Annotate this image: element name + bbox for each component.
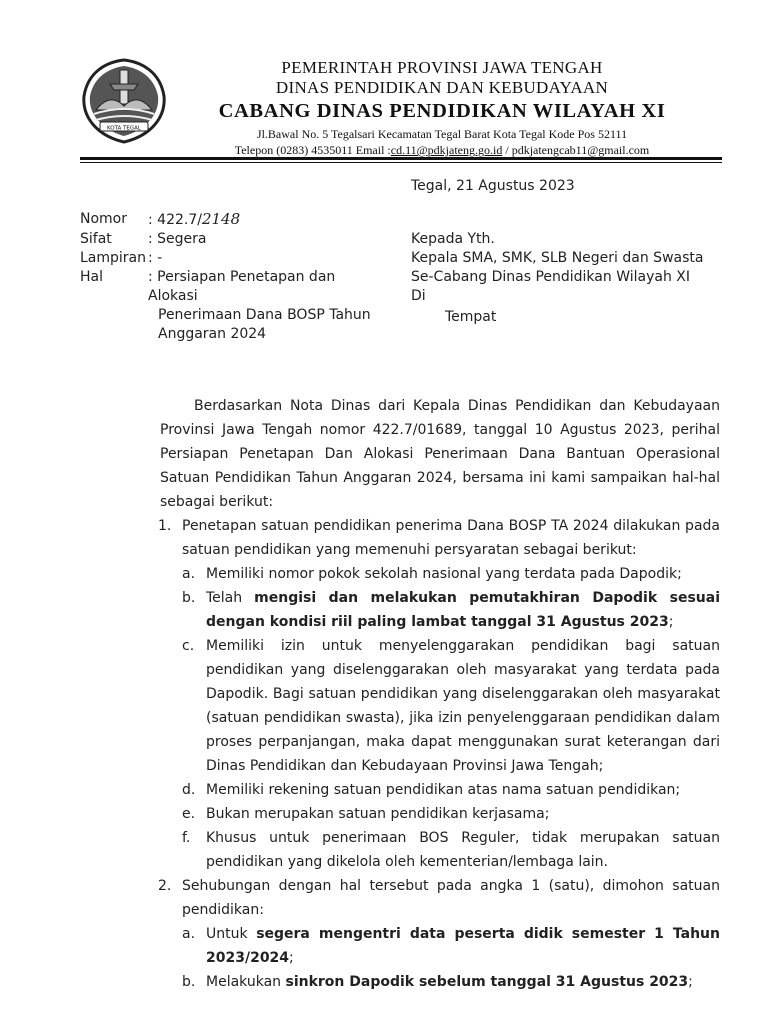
intro-paragraph: Berdasarkan Nota Dinas dari Kepala Dinas Pendidikan dan Kebudayaan Provinsi Jawa Tengah nomor 422.7/01689, tanggal 10 Agustus 2023, perihal Persiapan Penetapan Dan Alokasi Penerimaan Dana Bantuan Operasional Satuan Pendidikan Tahun Anggaran 2024, bersama ini kami sampaikan hal-hal sebagai berikut:: [160, 398, 720, 510]
kota-tegal-emblem-icon: [80, 56, 168, 144]
header-rule-thick: [80, 157, 722, 160]
email-link-1[interactable]: cd.11@pdkjateng.go.id: [390, 143, 503, 157]
sifat-value: : Segera: [148, 231, 207, 247]
hal-value-1: : Persiapan Penetapan dan Alokasi: [148, 269, 336, 304]
logo-lettering: KOTA TEGAL: [106, 125, 142, 132]
item-number: 2.: [158, 878, 172, 894]
letterhead-line2: DINAS PENDIDIKAN DAN KEBUDAYAAN: [275, 78, 609, 97]
recipient-line3: Se-Cabang Dinas Pendidikan Wilayah XI: [411, 269, 690, 285]
sub-item: a. Memiliki nomor pokok sekolah nasional yang terdata pada Dapodik;: [182, 566, 682, 582]
sub-item: b. Melakukan sinkron Dapodik sebelum tanggal 31 Agustus 2023;: [182, 974, 693, 990]
item-number: 1.: [158, 518, 172, 534]
sub-item: a. Untuk segera mengentri data peserta didik semester 1 Tahun 2023/2024;: [182, 926, 720, 966]
sub-item: c. Memiliki izin untuk menyelenggarakan pendidikan bagi satuan pendidikan yang diselenggarakan oleh masyarakat yang terdata pada Dapodik. Bagi satuan pendidikan yang diselenggarakan oleh masyarakat (satuan pendidikan swasta), jika izin penyelenggaraan pendidikan dalam proses perpanjangan, maka dapat menggunakan surat keterangan dari Dinas Pendidikan dan Kebudayaan Provinsi Jawa Tengah;: [182, 638, 720, 774]
phone-text: Telepon (0283) 4535011 Email :: [234, 143, 391, 157]
sifat-label: Sifat: [80, 231, 112, 247]
nomor-value: : 422.7/: [148, 212, 202, 228]
sub-item: b. Telah mengisi dan melakukan pemutakhiran Dapodik sesuai dengan kondisi riil paling lambat tanggal 31 Agustus 2023;: [182, 590, 720, 630]
header-rule-thin: [80, 162, 722, 163]
letter-date: Tegal, 21 Agustus 2023: [411, 178, 575, 194]
email-link-2[interactable]: pdkjatengcab11@gmail.com: [511, 143, 650, 157]
nomor-label: Nomor: [80, 211, 127, 227]
lampiran-value: : -: [148, 250, 163, 266]
letterhead-address: Jl.Bawal No. 5 Tegalsari Kecamatan Tegal Barat Kota Tegal Kode Pos 52111: [256, 127, 628, 141]
letterhead-line3: CABANG DINAS PENDIDIKAN WILAYAH XI: [218, 100, 666, 122]
recipient-line1: Kepada Yth.: [411, 231, 495, 247]
nomor-handwritten: 2148: [201, 210, 241, 228]
recipient-line4: Di: [411, 288, 426, 304]
item-text: Sehubungan dengan hal tersebut pada angka 1 (satu), dimohon satuan pendidikan:: [182, 878, 720, 918]
hal-label: Hal: [80, 269, 103, 285]
letterhead-line1: PEMERINTAH PROVINSI JAWA TENGAH: [281, 58, 603, 77]
recipient-line2: Kepala SMA, SMK, SLB Negeri dan Swasta: [411, 250, 704, 266]
list-item-2: [158, 874, 720, 994]
sub-item: e. Bukan merupakan satuan pendidikan kerjasama;: [182, 806, 550, 822]
hal-value-3: Anggaran 2024: [158, 326, 267, 342]
letter-body: [160, 394, 720, 994]
lampiran-label: Lampiran: [80, 250, 147, 266]
letterhead: [170, 58, 714, 158]
letterhead-contact: [170, 142, 714, 158]
list-item-1: [158, 514, 720, 874]
recipient-line5: Tempat: [445, 309, 497, 325]
recipient-block: [411, 230, 703, 327]
email-separator: /: [502, 143, 512, 157]
sub-item: d. Memiliki rekening satuan pendidikan atas nama satuan pendidikan;: [182, 782, 681, 798]
item-text: Penetapan satuan pendidikan penerima Dana BOSP TA 2024 dilakukan pada satuan pendidikan yang memenuhi persyaratan sebagai berikut:: [182, 518, 720, 558]
letter-meta: [80, 210, 393, 344]
hal-value-2: Penerimaan Dana BOSP Tahun: [158, 307, 371, 323]
sub-item: f. Khusus untuk penerimaan BOS Reguler, tidak merupakan satuan pendidikan yang dikelola oleh kementerian/lembaga lain.: [182, 830, 720, 870]
